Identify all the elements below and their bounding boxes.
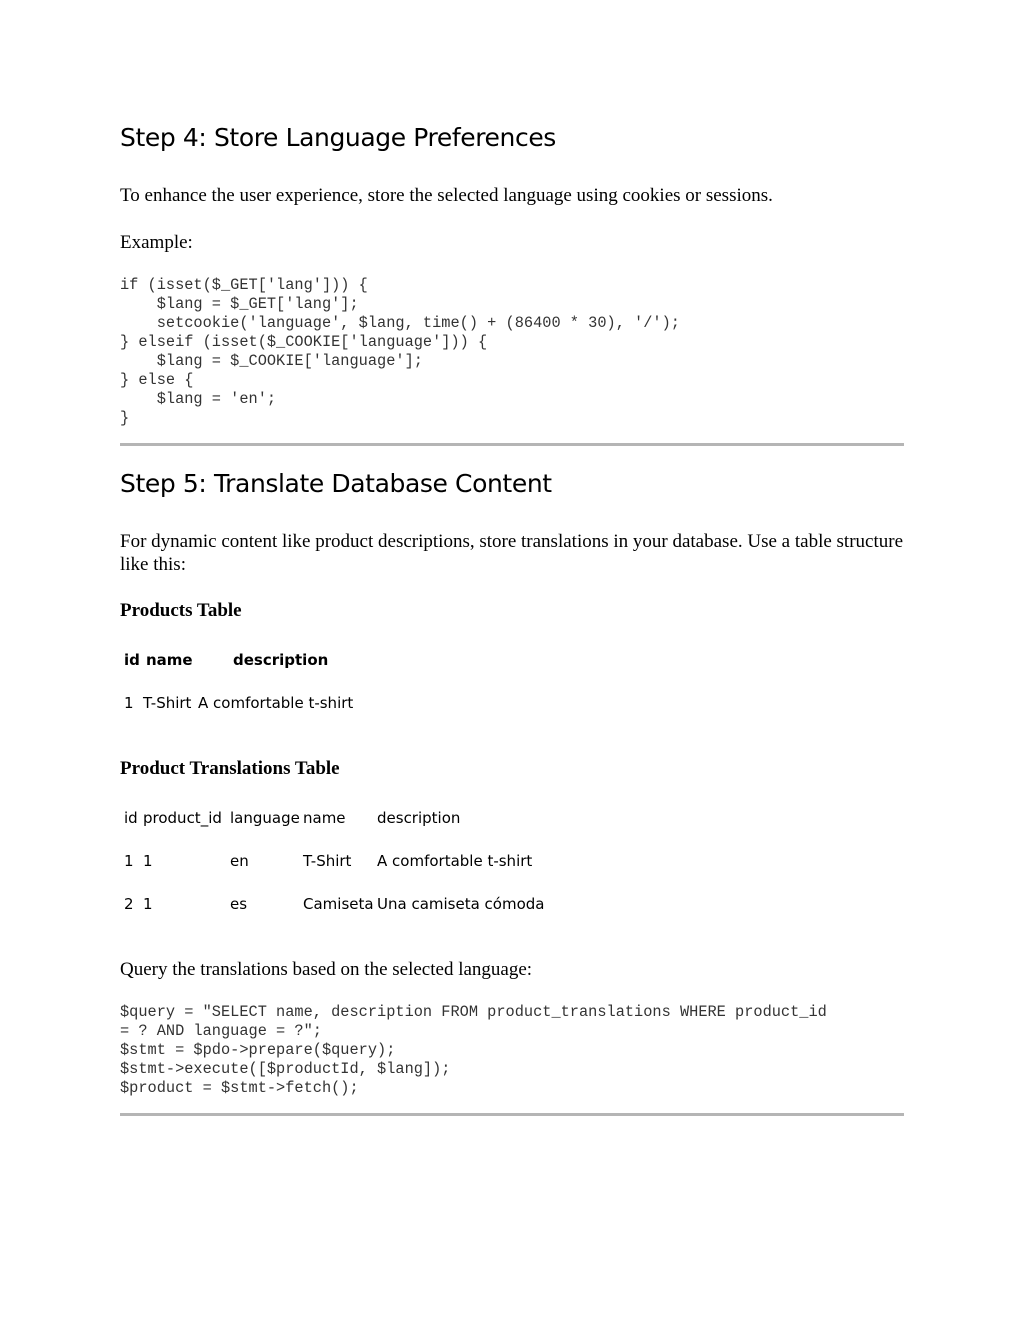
- column-header-language: language: [230, 809, 300, 827]
- cell-description: A comfortable t-shirt: [198, 694, 354, 712]
- query-description: Query the translations based on the selected language:: [120, 959, 533, 980]
- cell-name: Camiseta: [303, 895, 374, 913]
- step4-heading: Step 4: Store Language Preferences: [120, 123, 556, 152]
- column-header-product-id: product_id: [143, 809, 222, 827]
- column-header-name: name: [146, 651, 193, 669]
- cell-product-id: 1: [143, 895, 153, 913]
- cell-name: T-Shirt: [143, 694, 192, 712]
- translations-table-title: Product Translations Table: [120, 758, 340, 779]
- step4-intro: To enhance the user experience, store the selected language using cookies or sessions.: [120, 185, 773, 206]
- column-header-description: description: [377, 809, 461, 827]
- cell-id: 1: [124, 852, 134, 870]
- cell-description: A comfortable t-shirt: [377, 852, 533, 870]
- column-header-description: description: [233, 651, 329, 669]
- step5-intro: For dynamic content like product descriptions, store translations in your database. Use a table structure like this:: [120, 531, 904, 575]
- cell-id: 2: [124, 895, 134, 913]
- cell-language: es: [230, 895, 248, 913]
- products-table-title: Products Table: [120, 600, 242, 621]
- column-header-id: id: [124, 809, 138, 827]
- cell-name: T-Shirt: [303, 852, 352, 870]
- step4-code-block: if (isset($_GET['lang'])) { $lang = $_GET['lang']; setcookie('language', $lang, time() + (86400 * 30), '/'); } elseif (isset($_COOKIE['language'])) { $lang = $_COOKIE['language']; } else { $lang = 'en'; }: [120, 276, 680, 427]
- column-header-name: name: [303, 809, 346, 827]
- section-divider-1: [120, 443, 904, 446]
- step5-heading: Step 5: Translate Database Content: [120, 469, 552, 498]
- section-divider-2: [120, 1113, 904, 1116]
- cell-language: en: [230, 852, 249, 870]
- cell-id: 1: [124, 694, 134, 712]
- cell-product-id: 1: [143, 852, 153, 870]
- column-header-id: id: [124, 651, 140, 669]
- example-label: Example:: [120, 232, 193, 253]
- cell-description: Una camiseta cómoda: [377, 895, 545, 913]
- step5-code-block: $query = "SELECT name, description FROM product_translations WHERE product_id = ? AND language = ?"; $stmt = $pdo->prepare($query); $stmt->execute([$productId, $lang]); $product = $stmt->fetch();: [120, 1003, 827, 1097]
